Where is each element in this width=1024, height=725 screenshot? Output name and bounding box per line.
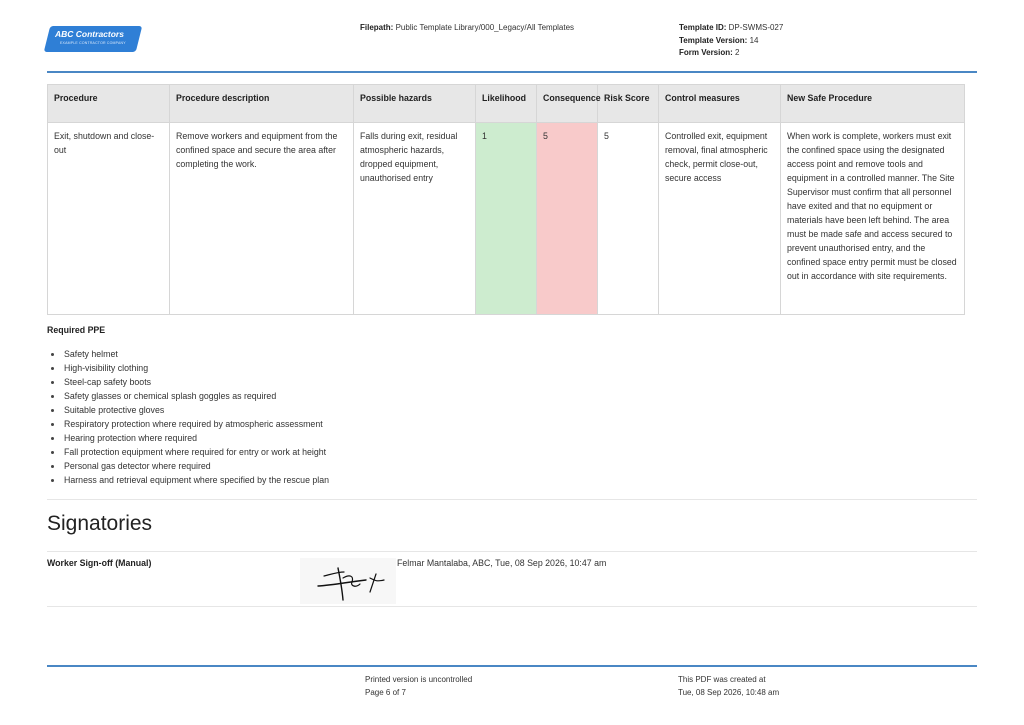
cell-description: Remove workers and equipment from the confined space and secure the area after completing the work.: [170, 123, 354, 315]
form-version-value: 2: [735, 48, 740, 57]
company-logo: [47, 26, 139, 52]
filepath-label: Filepath:: [360, 23, 394, 32]
list-item: Suitable protective gloves: [64, 403, 329, 417]
template-info: [679, 22, 783, 60]
list-item: Safety helmet: [64, 347, 329, 361]
created-label: This PDF was created at: [678, 675, 766, 684]
footer-left: [365, 674, 472, 699]
template-version-label: Template Version:: [679, 35, 748, 45]
list-item: Hearing protection where required: [64, 431, 329, 445]
filepath-value: Public Template Library/000_Legacy/All Templates: [395, 23, 575, 32]
template-version-value: 14: [749, 35, 759, 45]
list-item: Fall protection equipment where required for entry or work at height: [64, 445, 329, 459]
section-divider: [47, 499, 977, 500]
cell-procedure: Exit, shutdown and close-out: [48, 123, 170, 315]
form-version-label: Form Version:: [679, 48, 733, 57]
cell-new-safe-procedure: When work is complete, workers must exit the confined space using the designated access point and remove tools and equipment in a controlled manner. The Site Supervisor must confirm that all personnel have exited and that no equipment or materials have been left behind. The area must be made safe and access secured to prevent unauthorised entry, and the confined space entry permit must be closed out in accordance with site requirements.: [781, 123, 965, 315]
list-item: Personal gas detector where required: [64, 459, 329, 473]
cell-control-measures: Controlled exit, equipment removal, final atmospheric check, permit close-out, secure access: [659, 123, 781, 315]
filepath: [360, 22, 574, 35]
footer-right: [678, 674, 779, 699]
list-item: Steel-cap safety boots: [64, 375, 329, 389]
header-divider: [47, 71, 977, 73]
list-item: Harness and retrieval equipment where specified by the rescue plan: [64, 475, 330, 485]
cell-hazards: Falls during exit, residual atmospheric hazards, dropped equipment, unauthorised entry: [354, 123, 476, 315]
header-consequence: Consequence: [537, 85, 598, 123]
page-number: Page 6 of 7: [365, 687, 406, 697]
ppe-title: Required PPE: [47, 325, 106, 335]
header-procedure-description: Procedure description: [170, 85, 354, 123]
procedure-table: [47, 84, 965, 315]
logo-name: ABC Contractors: [55, 29, 124, 39]
header-control-measures: Control measures: [659, 85, 781, 123]
footer-divider: [47, 665, 977, 667]
list-item: Respiratory protection where required by atmospheric assessment: [64, 417, 329, 431]
list-item: High-visibility clothing: [64, 361, 329, 375]
table-row: [48, 123, 965, 315]
page-header: [47, 20, 977, 72]
ppe-list: [64, 347, 329, 487]
header-risk-score: Risk Score: [598, 85, 659, 123]
cell-likelihood: 1: [476, 123, 537, 315]
signoff-details: Felmar Mantalaba, ABC, Tue, 08 Sep 2026, 10:47 am: [397, 558, 607, 568]
list-item: Safety glasses or chemical splash goggles as required: [64, 389, 329, 403]
header-procedure: Procedure: [48, 85, 170, 123]
signatories-heading: Signatories: [47, 512, 153, 535]
signatories-divider: [47, 551, 977, 552]
cell-consequence: 5: [537, 123, 598, 315]
header-possible-hazards: Possible hazards: [354, 85, 476, 123]
template-id-label: Template ID:: [679, 23, 727, 32]
signoff-divider: [47, 606, 977, 607]
logo-tagline: EXAMPLE CONTRACTOR COMPANY: [60, 41, 126, 45]
signoff-label: Worker Sign-off (Manual): [47, 558, 152, 568]
table-header-row: [48, 85, 965, 123]
uncontrolled-notice: Printed version is uncontrolled: [365, 675, 473, 684]
signature-image: [300, 558, 396, 604]
signature-drawing: [300, 558, 396, 604]
created-timestamp: Tue, 08 Sep 2026, 10:48 am: [678, 687, 780, 697]
cell-risk-score: 5: [598, 123, 659, 315]
template-id-value: DP-SWMS-027: [728, 23, 784, 32]
header-new-safe-procedure: New Safe Procedure: [781, 85, 965, 123]
header-likelihood: Likelihood: [476, 85, 537, 123]
